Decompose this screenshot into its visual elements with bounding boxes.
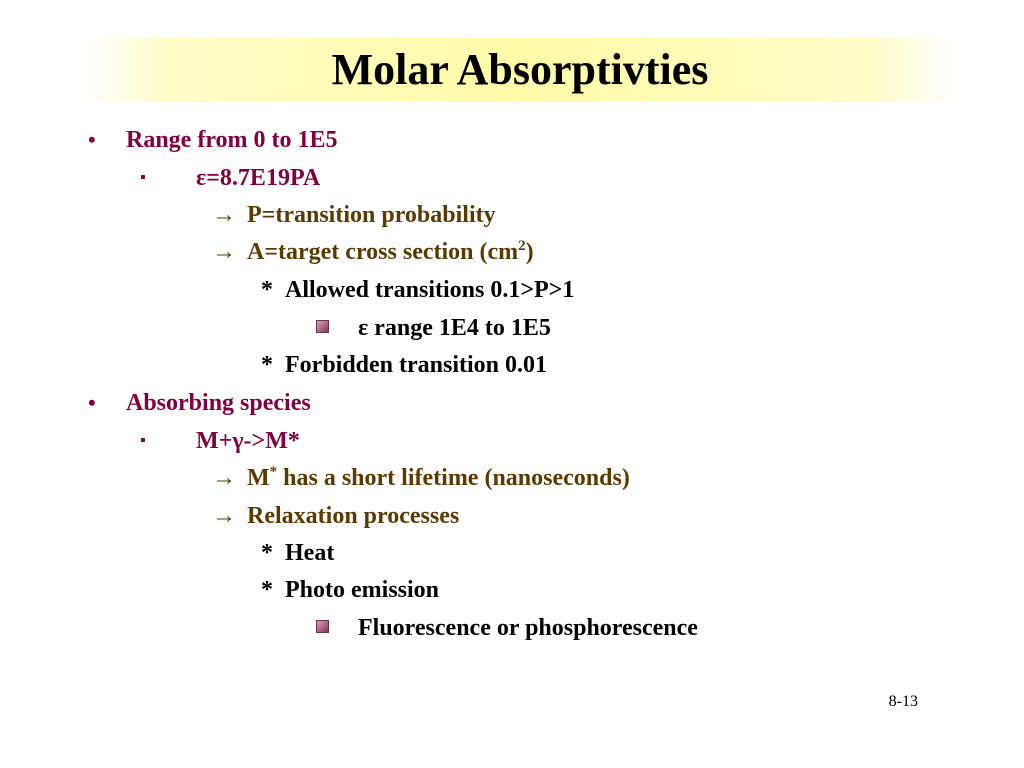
slide-title: Molar Absorptivties xyxy=(331,45,709,94)
item-transition-probability: P=transition probability xyxy=(247,202,496,228)
arrow-marker: → xyxy=(212,503,236,529)
star-marker: * xyxy=(261,352,273,378)
lifetime-m: M xyxy=(247,465,270,491)
arrow-marker: → xyxy=(212,202,236,228)
item-photo-emission: Photo emission xyxy=(285,577,440,603)
arrow-marker: → xyxy=(212,239,236,265)
item-short-lifetime xyxy=(247,464,630,492)
cube-bullet-icon xyxy=(316,320,329,333)
cross-section-text: A=target cross section (cm xyxy=(247,239,519,265)
cross-section-superscript: 2 xyxy=(518,238,526,254)
item-cross-section xyxy=(247,238,534,266)
lifetime-superscript: * xyxy=(269,464,278,480)
item-epsilon-formula: ε=8.7E19PA xyxy=(196,165,321,191)
cube-bullet-icon xyxy=(316,620,329,633)
star-marker: * xyxy=(261,577,273,603)
square-bullet-marker: ▪ xyxy=(140,169,146,186)
bullet-marker: • xyxy=(88,127,96,152)
item-absorbing-species: Absorbing species xyxy=(126,390,311,416)
star-marker: * xyxy=(261,277,273,303)
item-forbidden-transition: Forbidden transition 0.01 xyxy=(285,352,548,378)
arrow-marker: → xyxy=(212,465,236,491)
item-heat: Heat xyxy=(285,540,335,566)
item-range: Range from 0 to 1E5 xyxy=(126,127,338,153)
item-epsilon-range: ε range 1E4 to 1E5 xyxy=(358,315,551,341)
bullet-marker: • xyxy=(88,390,96,415)
square-bullet-marker: ▪ xyxy=(140,432,146,449)
cross-section-tail: ) xyxy=(525,239,534,265)
lifetime-tail: has a short lifetime (nanoseconds) xyxy=(277,465,630,491)
item-relaxation-processes: Relaxation processes xyxy=(247,503,460,529)
item-allowed-transitions: Allowed transitions 0.1>P>1 xyxy=(285,277,575,303)
star-marker: * xyxy=(261,540,273,566)
item-fluorescence: Fluorescence or phosphorescence xyxy=(358,615,698,641)
item-excitation-equation: M+γ->M* xyxy=(196,428,300,454)
page-number: 8-13 xyxy=(888,693,918,710)
